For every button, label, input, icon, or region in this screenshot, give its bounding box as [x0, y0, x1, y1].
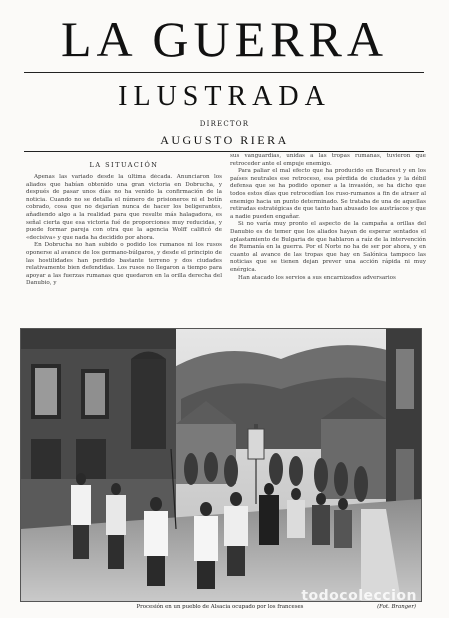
article-column-right — [230, 153, 426, 324]
photo-credit: (Fot. Branger) — [377, 604, 416, 610]
article-paragraph: En Dobrucha no han subido o podido los rumanos ni los rusos oponerse al avance de los germano-búlgaros, y desde el principio de las hostilidades han perdido bastante terreno y dos ciudades relativamente bien defendidas. Los rusos no llegaron a tiempo para apoyar a las fuerzas rumanas que quedaron en la orilla derecha del Danubio, y — [26, 242, 222, 287]
procession-scene-image — [21, 329, 421, 601]
article-paragraph: Para paliar el mal efecto que ha producido en Bucarest y en los países neutrales ese retroceso, esa pérdida de ciudades y la débil defensa que se ha podido oponer a la invasión, se ha dicho que todos estos días que retrocedían los ruso-rumanos a fin de atraer al enemigo hacia un punto determinado. Se trataba de una de aquellas retiradas estratégicas de que tanto han abusado los austríacos y que a nadie pueden engañar. — [230, 168, 426, 220]
masthead-rule-top — [24, 72, 424, 73]
article-paragraph: Si no varía muy pronto el aspecto de la campaña a orillas del Danubio es de temer que los aliados hayan de esperar sentados el aplastamiento de Bulgaria de que hablaron a raíz de la intervención de Rumanía en la guerra. Por el Norte no ha de ser por ahora, y en cuanto al avance de las tropas que hay en Salónica tampoco las noticias que se tienen dejan prever una acción rápida ni muy enérgica. — [230, 221, 426, 273]
masthead-subtitle: ILUSTRADA — [118, 81, 331, 112]
procession-photo — [20, 328, 422, 602]
section-title: LA SITUACIÓN — [89, 161, 159, 169]
masthead-rule-bottom — [24, 151, 424, 152]
director-label: DIRECTOR — [199, 120, 250, 128]
photo-caption: Procesión en un pueblo de Alsacia ocupado por los franceses — [136, 604, 304, 610]
masthead-title: LA GUERRA — [61, 11, 388, 67]
watermark-text: todocoleccion — [301, 588, 417, 602]
article-paragraph: Apenas las variado desde la última década. Anunciaron los aliados que habían obtenido una gran victoria en Dobrucha, y después de pasar unos días no ha venido la confirmación de la noticia. Cuando no se detalla el número de prisioneros ni el botín cobrado, cosa que no dejarían nunca de hacer los beligerantes, añadiendo algo a la realidad para que resulte más halagadora, es señal cierta que esa victoria fué de proporciones muy reducidas, y puede formar pareja con otra que la agencia Wolff calificó de «decisiva» y que nada ha decidido por ahora. — [26, 174, 222, 241]
article-column-left — [26, 174, 222, 324]
article-paragraph: Han atacado los servios a sus encarnizados adversarios — [238, 274, 396, 281]
article-paragraph: sus vanguardias, unidas a las tropas rumanas, tuvieron que retroceder ante el empuje enemigo. — [230, 153, 426, 167]
director-name: AUGUSTO RIERA — [160, 133, 289, 147]
